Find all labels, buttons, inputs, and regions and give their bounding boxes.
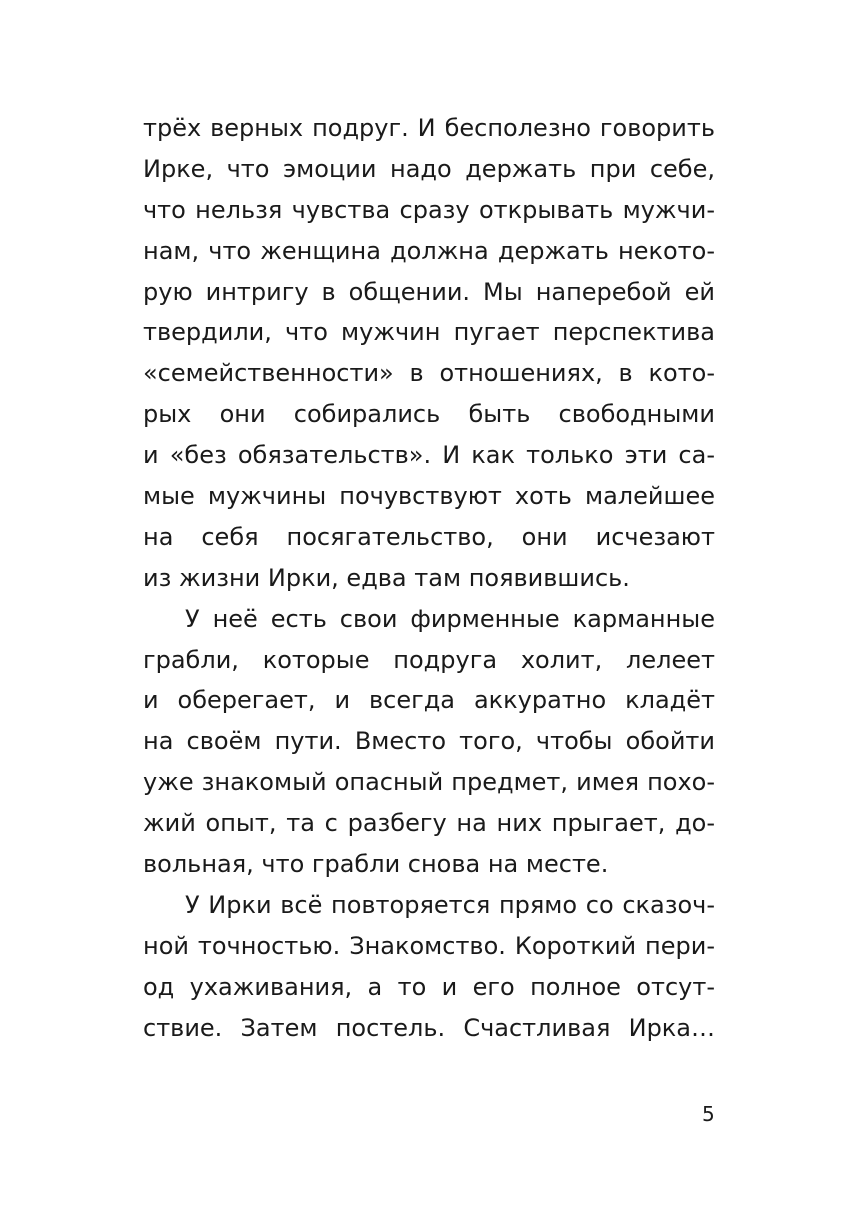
text-line: «семейственности» в отношениях, в кото- [143,359,715,388]
text-line: трёх верных подруг. И бесполезно говорить [143,114,715,142]
text-line: У неё есть свои фирменные карманные [185,604,715,633]
text-line: мые мужчины почувствуют хоть малейшее [143,482,715,511]
text-line: и «без обязательств». И как только эти са- [143,441,715,470]
text-line: рых они собирались быть свободными [143,400,715,429]
text-line: твердили, что мужчин пугает перспектива [143,318,715,347]
text-line: ной точностью. Знакомство. Короткий пери- [143,931,715,960]
text-line: на себя посягательство, они исчезают [143,522,715,551]
text-line: нам, что женщина должна держать некото- [143,236,715,265]
text-line: и оберегает, и всегда аккуратно кладёт [143,686,715,715]
text-line: од ухаживания, а то и его полное отсут- [143,972,715,1001]
text-line: грабли, которые подруга холит, лелеет [143,645,715,674]
text-line: Ирке, что эмоции надо держать при себе, [143,154,715,183]
text-line: уже знакомый опасный предмет, имея похо- [143,768,715,797]
text-line: что нельзя чувства сразу открывать мужчи- [143,195,715,224]
text-line: ствие. Затем постель. Счастливая Ирка… [143,1013,715,1042]
text-line: У Ирки всё повторяется прямо со сказоч- [185,890,715,919]
text-line: вольная, что грабли снова на месте. [143,850,609,879]
text-line: рую интригу в общении. Мы наперебой ей [143,277,715,306]
text-line: на своём пути. Вместо того, чтобы обойти [143,727,715,756]
text-line: жий опыт, та с разбегу на них прыгает, до- [143,809,715,838]
page-body-text [143,108,715,1048]
page-number: 5 [702,1102,715,1126]
text-line: из жизни Ирки, едва там появившись. [143,563,630,592]
